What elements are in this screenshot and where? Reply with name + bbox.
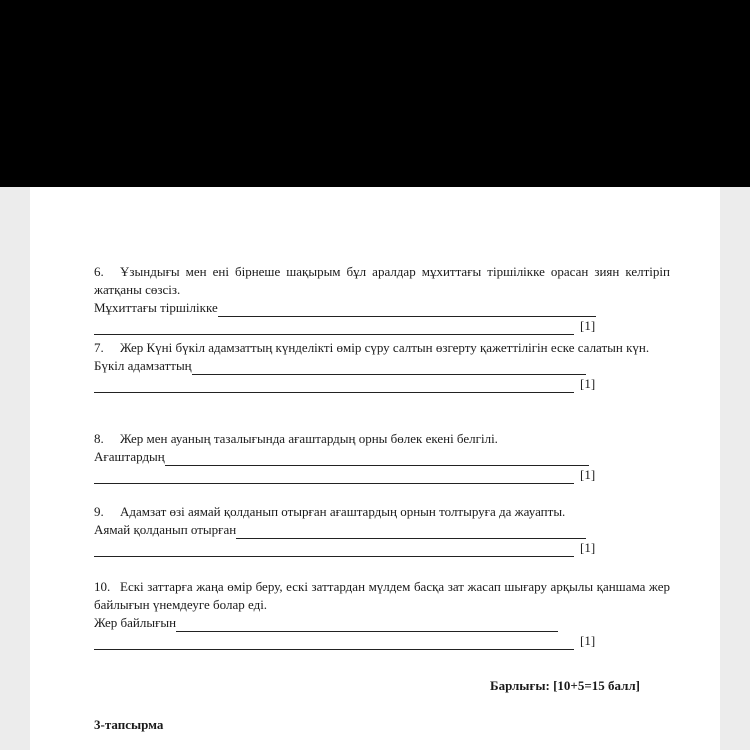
answer-line-continued[interactable] bbox=[94, 632, 670, 650]
answer-line[interactable] bbox=[94, 614, 670, 632]
answer-line[interactable] bbox=[94, 521, 670, 539]
answer-lead: Ағаштардың bbox=[94, 449, 165, 464]
question-7 bbox=[94, 339, 670, 393]
right-margin bbox=[720, 187, 750, 750]
answer-lead: Мұхиттағы тіршілікке bbox=[94, 300, 218, 315]
question-text: 8. Жер мен ауаның тазалығында ағаштардың орны бөлек екені белгілі. bbox=[94, 431, 498, 446]
question-number: 7. bbox=[94, 340, 104, 355]
task-heading: 3-тапсырма bbox=[94, 717, 164, 732]
question-number: 8. bbox=[94, 431, 104, 446]
answer-blank[interactable] bbox=[236, 525, 586, 539]
mark-value: [1] bbox=[580, 633, 596, 648]
answer-blank[interactable] bbox=[176, 618, 558, 632]
answer-blank[interactable] bbox=[94, 470, 574, 484]
answer-line-continued[interactable] bbox=[94, 317, 670, 335]
answer-line-continued[interactable] bbox=[94, 375, 670, 393]
black-header-band bbox=[0, 0, 750, 187]
question-8 bbox=[94, 430, 670, 484]
answer-blank[interactable] bbox=[165, 452, 589, 466]
mark-value: [1] bbox=[580, 376, 596, 391]
answer-lead: Аямай қолданып отырған bbox=[94, 522, 237, 537]
answer-blank[interactable] bbox=[94, 321, 574, 335]
question-10 bbox=[94, 578, 670, 650]
answer-blank[interactable] bbox=[218, 303, 596, 317]
answer-blank[interactable] bbox=[94, 543, 574, 557]
question-number: 9. bbox=[94, 504, 104, 519]
total-score: Барлығы: [10+5=15 балл] bbox=[490, 678, 641, 693]
left-margin bbox=[0, 187, 30, 750]
question-text: 9. Адамзат өзі аямай қолданып отырған ағаштардың орнын толтыруға да жауапты. bbox=[94, 504, 566, 519]
question-9 bbox=[94, 503, 670, 557]
mark-value: [1] bbox=[580, 467, 596, 482]
question-number: 6. bbox=[94, 264, 104, 279]
answer-line[interactable] bbox=[94, 357, 670, 375]
question-number: 10. bbox=[94, 579, 111, 594]
answer-blank[interactable] bbox=[94, 636, 574, 650]
mark-value: [1] bbox=[580, 318, 596, 333]
answer-blank[interactable] bbox=[94, 379, 574, 393]
question-text: 10. Ескі заттарға жаңа өмір беру, ескі заттардан мүлдем басқа зат жасап шығару арқылы қаншама жер байлығын үнемдеуге болар еді. bbox=[94, 579, 670, 612]
question-text: 6. Ұзындығы мен ені бірнеше шақырым бұл аралдар мұхиттағы тіршілікке орасан зиян келтіріп жатқаны сөзсіз. bbox=[94, 264, 670, 297]
answer-line[interactable] bbox=[94, 299, 670, 317]
document-page bbox=[30, 187, 720, 750]
answer-lead: Жер байлығын bbox=[94, 615, 177, 630]
mark-value: [1] bbox=[580, 540, 596, 555]
answer-lead: Бүкіл адамзаттың bbox=[94, 358, 192, 373]
answer-blank[interactable] bbox=[192, 361, 586, 375]
answer-line-continued[interactable] bbox=[94, 539, 670, 557]
answer-line[interactable] bbox=[94, 448, 670, 466]
question-6 bbox=[94, 263, 670, 335]
question-text: 7. Жер Күні бүкіл адамзаттың күнделікті өмір сүру салтын өзгерту қажеттілігін еске салатын күн. bbox=[94, 340, 650, 355]
answer-line-continued[interactable] bbox=[94, 466, 670, 484]
